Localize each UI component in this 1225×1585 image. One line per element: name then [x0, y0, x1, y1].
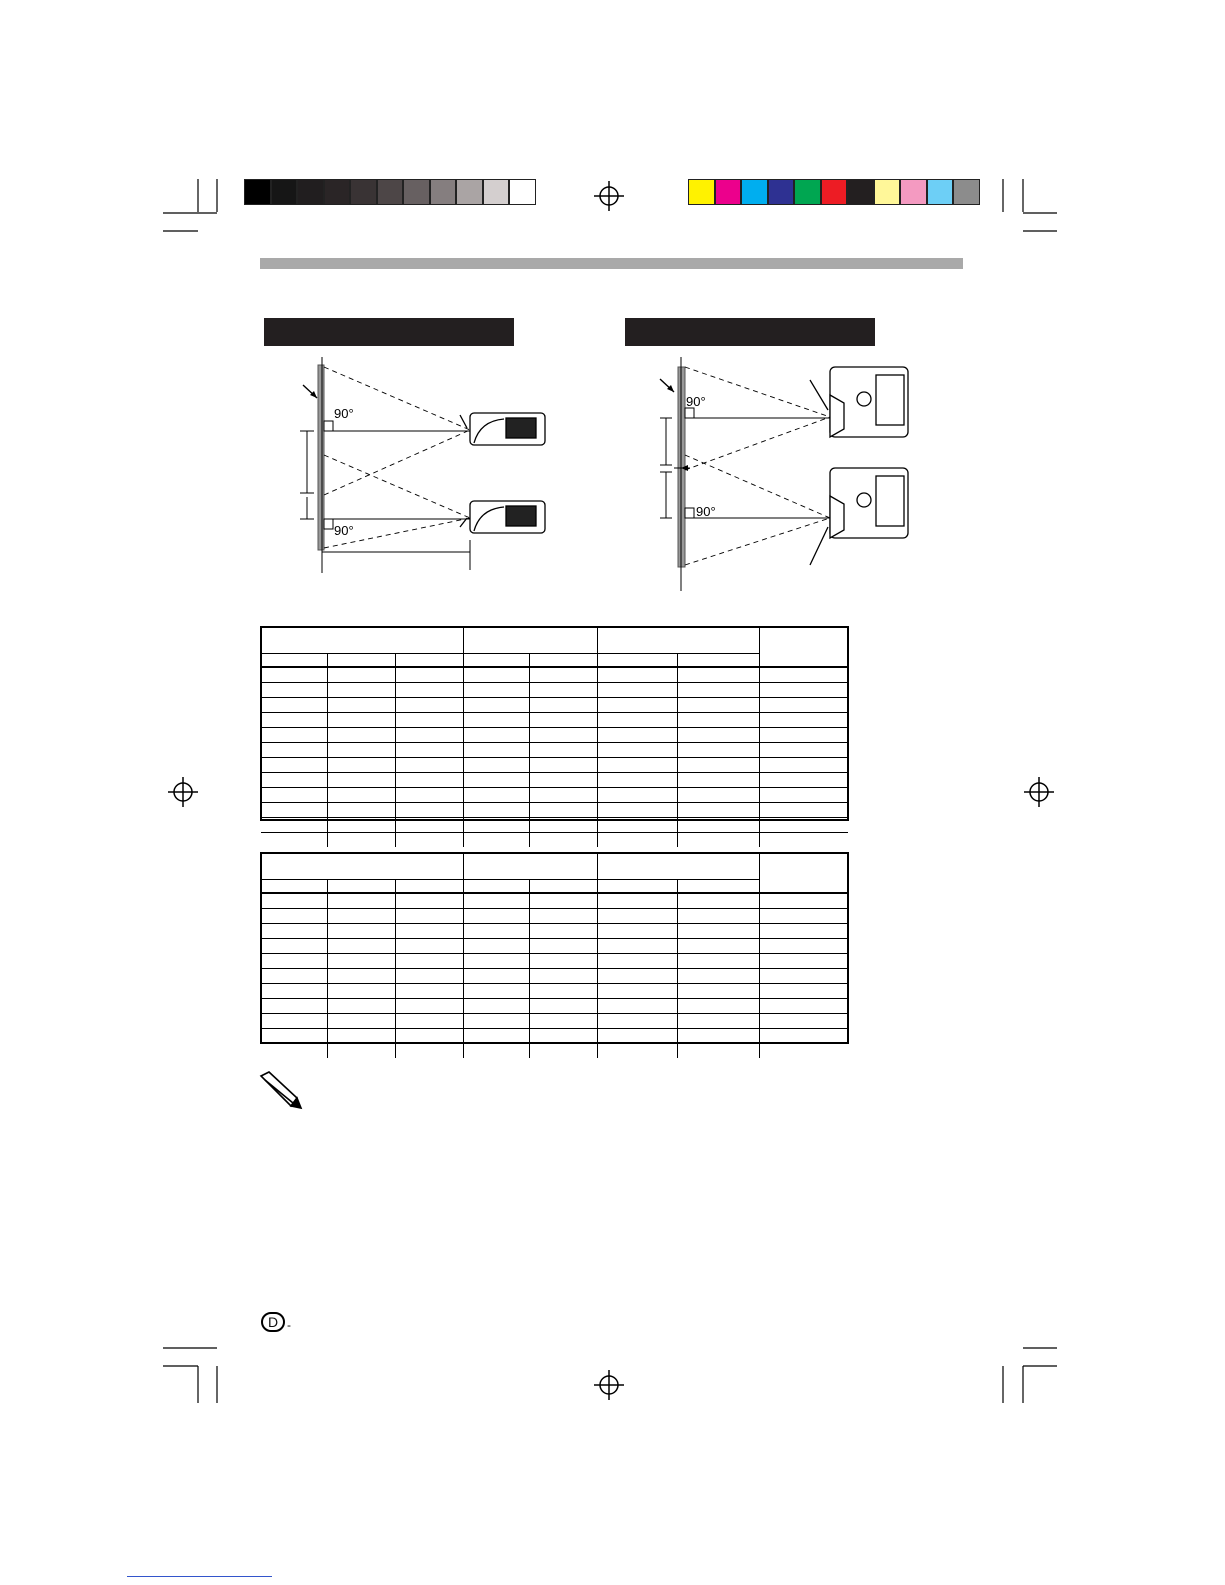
table-cell — [677, 683, 759, 698]
table-cell — [463, 803, 529, 818]
color-swatch — [953, 179, 980, 205]
table-cell — [463, 969, 529, 984]
table-cell — [677, 1044, 759, 1059]
page-section-badge: D — [261, 1312, 285, 1332]
table-cell — [529, 773, 597, 788]
table-cell — [463, 728, 529, 743]
table-cell — [261, 954, 327, 969]
table-cell — [327, 758, 395, 773]
table-cell — [529, 788, 597, 803]
table-cell — [463, 954, 529, 969]
table-cell — [597, 833, 677, 848]
table-cell — [327, 984, 395, 999]
table-cell — [759, 803, 848, 818]
table-cell — [597, 683, 677, 698]
table-cell — [677, 909, 759, 924]
table-cell — [261, 803, 327, 818]
table-cell — [327, 803, 395, 818]
table-cell — [597, 743, 677, 758]
table-row — [261, 698, 848, 713]
table-cell — [261, 758, 327, 773]
registration-mark-top — [594, 181, 624, 211]
table-cell — [395, 939, 463, 954]
table-cell — [261, 969, 327, 984]
projection-table-1 — [261, 627, 848, 847]
table-cell — [597, 909, 677, 924]
table-cell — [463, 713, 529, 728]
table-cell — [529, 984, 597, 999]
table-cell — [597, 1044, 677, 1059]
table-cell — [261, 924, 327, 939]
color-swatch — [900, 179, 927, 205]
table-cell — [677, 788, 759, 803]
table-cell — [677, 969, 759, 984]
table-cell — [759, 1029, 848, 1044]
table-cell — [597, 1029, 677, 1044]
table-row — [261, 803, 848, 818]
table-cell — [327, 683, 395, 698]
table-cell — [395, 984, 463, 999]
table-cell — [463, 833, 529, 848]
projector-top-icon — [830, 367, 908, 538]
projection-table-2 — [261, 853, 848, 1058]
table-cell — [759, 969, 848, 984]
table-cell — [261, 743, 327, 758]
table-cell — [529, 924, 597, 939]
table-cell — [463, 1014, 529, 1029]
color-swatch — [688, 179, 715, 205]
table-cell — [597, 969, 677, 984]
angle-label-bottom-right: 90° — [696, 504, 716, 519]
table-cell — [261, 713, 327, 728]
table-cell — [759, 758, 848, 773]
table-cell — [759, 893, 848, 909]
table-cell — [327, 939, 395, 954]
note-pencil-icon — [255, 1070, 303, 1110]
table-row — [261, 969, 848, 984]
table-cell — [759, 713, 848, 728]
table-cell — [463, 818, 529, 833]
table-cell — [395, 667, 463, 683]
table-cell — [327, 893, 395, 909]
table-cell — [261, 667, 327, 683]
table-cell — [463, 743, 529, 758]
table-cell — [261, 909, 327, 924]
table-cell — [529, 833, 597, 848]
table-row — [261, 713, 848, 728]
table-cell — [597, 728, 677, 743]
table-cell — [261, 999, 327, 1014]
table-row — [261, 683, 848, 698]
registration-mark-left — [168, 777, 198, 807]
color-swatch — [324, 179, 351, 205]
projector-icon — [470, 413, 545, 533]
table-row — [261, 924, 848, 939]
table-cell — [759, 984, 848, 999]
color-swatch — [821, 179, 848, 205]
color-swatch — [715, 179, 742, 205]
angle-label-bottom: 90° — [334, 523, 354, 538]
heading-box-left — [264, 318, 514, 346]
table-cell — [759, 909, 848, 924]
table-cell — [327, 818, 395, 833]
table-2-header-group-row — [261, 853, 848, 880]
table-cell — [395, 999, 463, 1014]
table-cell — [597, 893, 677, 909]
table-cell — [529, 1029, 597, 1044]
table-cell — [261, 893, 327, 909]
table-cell — [529, 893, 597, 909]
color-swatch — [244, 179, 271, 205]
table-cell — [327, 698, 395, 713]
footer-rule — [127, 1576, 272, 1577]
table-cell — [463, 939, 529, 954]
table-cell — [327, 969, 395, 984]
table-cell — [395, 683, 463, 698]
page-number-dash: - — [287, 1318, 291, 1332]
table-cell — [529, 909, 597, 924]
table-cell — [327, 713, 395, 728]
table-cell — [395, 728, 463, 743]
table-cell — [395, 969, 463, 984]
table-cell — [327, 743, 395, 758]
table-cell — [677, 893, 759, 909]
color-swatch — [483, 179, 510, 205]
table-cell — [677, 713, 759, 728]
table-row — [261, 909, 848, 924]
table-cell — [759, 773, 848, 788]
table-cell — [677, 803, 759, 818]
table-cell — [261, 833, 327, 848]
table-cell — [395, 788, 463, 803]
table-cell — [395, 773, 463, 788]
table-cell — [677, 818, 759, 833]
table-cell — [597, 818, 677, 833]
table-cell — [261, 818, 327, 833]
registration-mark-bottom — [594, 1370, 624, 1400]
table-row — [261, 773, 848, 788]
table-cell — [759, 788, 848, 803]
table-cell — [261, 788, 327, 803]
table-cell — [529, 939, 597, 954]
table-cell — [463, 924, 529, 939]
color-swatch — [456, 179, 483, 205]
table-row — [261, 743, 848, 758]
table-cell — [395, 818, 463, 833]
table-cell — [395, 758, 463, 773]
table-cell — [529, 954, 597, 969]
table-cell — [597, 999, 677, 1014]
table-cell — [261, 1044, 327, 1059]
table-cell — [597, 939, 677, 954]
table-cell — [597, 803, 677, 818]
table-cell — [529, 818, 597, 833]
table-cell — [327, 667, 395, 683]
registration-mark-right — [1024, 777, 1054, 807]
table-row — [261, 728, 848, 743]
table-cell — [395, 893, 463, 909]
table-cell — [261, 683, 327, 698]
table-cell — [327, 1029, 395, 1044]
table-cell — [261, 984, 327, 999]
table-cell — [327, 924, 395, 939]
table-row — [261, 1044, 848, 1059]
table-cell — [677, 728, 759, 743]
table-cell — [597, 1014, 677, 1029]
table-cell — [759, 743, 848, 758]
projection-diagram-top-view — [650, 355, 930, 595]
table-row — [261, 999, 848, 1014]
table-cell — [395, 954, 463, 969]
table-cell — [327, 833, 395, 848]
table-row — [261, 1029, 848, 1044]
table-row — [261, 1014, 848, 1029]
table-cell — [395, 713, 463, 728]
table-cell — [463, 683, 529, 698]
table-cell — [529, 713, 597, 728]
table-cell — [395, 1014, 463, 1029]
color-swatch — [927, 179, 954, 205]
table-cell — [395, 909, 463, 924]
table-cell — [759, 954, 848, 969]
table-cell — [759, 833, 848, 848]
table-cell — [395, 743, 463, 758]
table-cell — [261, 939, 327, 954]
table-cell — [395, 924, 463, 939]
table-cell — [597, 773, 677, 788]
table-cell — [529, 698, 597, 713]
table-cell — [529, 803, 597, 818]
table-cell — [463, 1044, 529, 1059]
table-cell — [395, 803, 463, 818]
table-row — [261, 939, 848, 954]
color-swatch — [874, 179, 901, 205]
table-cell — [677, 698, 759, 713]
table-cell — [327, 954, 395, 969]
table-cell — [759, 939, 848, 954]
table-cell — [597, 667, 677, 683]
table-cell — [597, 984, 677, 999]
table-cell — [677, 758, 759, 773]
table-cell — [677, 773, 759, 788]
color-swatch — [509, 179, 536, 205]
table-cell — [463, 758, 529, 773]
table-cell — [677, 999, 759, 1014]
table-cell — [327, 728, 395, 743]
table-cell — [529, 1014, 597, 1029]
color-swatch — [350, 179, 377, 205]
table-cell — [597, 924, 677, 939]
table-cell — [327, 1014, 395, 1029]
table-cell — [759, 818, 848, 833]
table-cell — [759, 728, 848, 743]
table-row — [261, 788, 848, 803]
table-cell — [463, 984, 529, 999]
table-cell — [327, 909, 395, 924]
angle-label-top-right: 90° — [686, 394, 706, 409]
table-cell — [395, 698, 463, 713]
table-cell — [759, 1044, 848, 1059]
table-cell — [463, 698, 529, 713]
table-cell — [261, 698, 327, 713]
table-cell — [597, 758, 677, 773]
table-cell — [677, 667, 759, 683]
table-cell — [597, 954, 677, 969]
table-cell — [529, 683, 597, 698]
projection-diagram-side-view — [270, 355, 570, 585]
table-cell — [463, 1029, 529, 1044]
table-cell — [529, 969, 597, 984]
table-cell — [677, 939, 759, 954]
table-cell — [463, 788, 529, 803]
table-cell — [463, 909, 529, 924]
table-cell — [529, 743, 597, 758]
table-cell — [261, 728, 327, 743]
table-cell — [463, 893, 529, 909]
table-cell — [261, 1014, 327, 1029]
table-cell — [759, 999, 848, 1014]
table-cell — [759, 1014, 848, 1029]
table-row — [261, 984, 848, 999]
color-swatch — [403, 179, 430, 205]
color-swatch — [271, 179, 298, 205]
table-row — [261, 818, 848, 833]
table-cell — [597, 698, 677, 713]
table-cell — [677, 1029, 759, 1044]
table-cell — [327, 773, 395, 788]
table-cell — [677, 743, 759, 758]
table-cell — [529, 728, 597, 743]
table-row — [261, 833, 848, 848]
table-cell — [463, 773, 529, 788]
color-swatch — [847, 179, 874, 205]
table-cell — [463, 667, 529, 683]
table-cell — [529, 667, 597, 683]
table-cell — [677, 954, 759, 969]
header-rule — [260, 258, 963, 269]
table-cell — [261, 773, 327, 788]
color-swatch — [377, 179, 404, 205]
table-cell — [597, 788, 677, 803]
table-cell — [597, 713, 677, 728]
table-cell — [759, 683, 848, 698]
table-row — [261, 954, 848, 969]
color-swatch — [794, 179, 821, 205]
table-cell — [327, 999, 395, 1014]
table-row — [261, 758, 848, 773]
table-cell — [327, 788, 395, 803]
table-1-header-group-row — [261, 627, 848, 654]
table-cell — [759, 924, 848, 939]
table-row — [261, 667, 848, 683]
table-cell — [327, 1044, 395, 1059]
color-swatch — [430, 179, 457, 205]
table-cell — [529, 1044, 597, 1059]
table-cell — [677, 1014, 759, 1029]
table-cell — [261, 1029, 327, 1044]
table-cell — [759, 667, 848, 683]
table-cell — [529, 758, 597, 773]
table-cell — [759, 698, 848, 713]
table-cell — [395, 1044, 463, 1059]
color-swatch — [297, 179, 324, 205]
table-cell — [395, 1029, 463, 1044]
table-cell — [463, 999, 529, 1014]
table-cell — [677, 924, 759, 939]
table-cell — [677, 984, 759, 999]
table-cell — [395, 833, 463, 848]
table-cell — [677, 833, 759, 848]
table-cell — [529, 999, 597, 1014]
table-row — [261, 893, 848, 909]
color-swatch — [741, 179, 768, 205]
angle-label-top: 90° — [334, 406, 354, 421]
color-swatch — [768, 179, 795, 205]
heading-box-right — [625, 318, 875, 346]
